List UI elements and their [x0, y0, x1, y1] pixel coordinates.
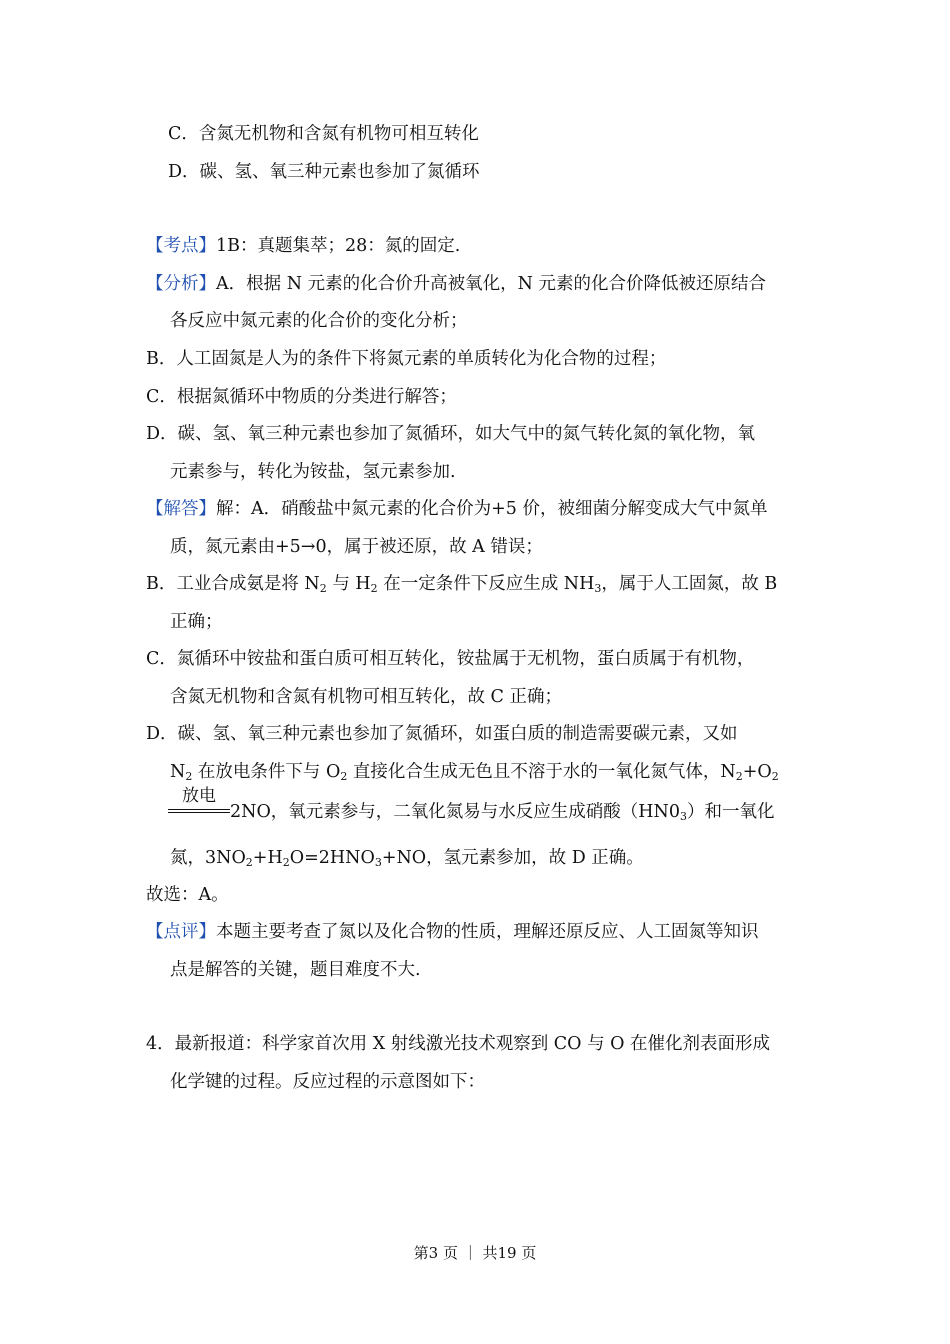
jieda-b1-part: 与 H: [332, 574, 371, 594]
jieda-a1: 解：A．硝酸盐中氮元素的化合价为+5 价，被细菌分解变成大气中氮单: [216, 499, 768, 519]
jieda-b2: 正确；: [170, 612, 223, 632]
jieda-d2-part: 直接化合生成无色且不溶于水的一氧化氮气体，N: [352, 762, 736, 782]
dianping-t2: 点是解答的关键，题目难度不大.: [170, 960, 421, 980]
subscript: 3: [680, 810, 687, 823]
jieda-d3: [230, 800, 775, 824]
option-c: C．含氮无机物和含氮有机物可相互转化: [168, 124, 479, 144]
answer: 故选：A。: [146, 885, 229, 905]
jieda-d1: D．碳、氢、氧三种元素也参加了氮循环，如蛋白质的制造需要碳元素，又如: [146, 724, 738, 744]
dianping-t1: 本题主要考查了氮以及化合物的性质，理解还原反应、人工固氮等知识: [216, 922, 759, 942]
jieda-c2: 含氮无机物和含氮有机物可相互转化，故 C 正确；: [170, 687, 563, 707]
question-4-line-2: 化学键的过程。反应过程的示意图如下：: [170, 1072, 485, 1092]
jieda-d2: [170, 760, 779, 784]
subscript: 2: [185, 770, 193, 783]
subscript: 2: [282, 856, 290, 869]
page-footer: 第3 页 ｜ 共19 页: [413, 1244, 537, 1262]
jieda-d4-part: +NO，氢元素参加，故 D 正确。: [381, 848, 644, 868]
jieda-d2-part: 在放电条件下与 O: [197, 762, 341, 782]
jieda-b1-part: 在一定条件下反应生成 NH: [383, 574, 595, 594]
subscript: 2: [245, 856, 253, 869]
jieda-a2: 质，氮元素由+5→0，属于被还原，故 A 错误；: [170, 537, 543, 557]
subscript: 3: [374, 856, 382, 869]
jieda-line-1: [146, 497, 768, 521]
fenxi-c: C．根据氮循环中物质的分类进行解答；: [146, 387, 457, 407]
subscript: 2: [735, 770, 743, 783]
discharge-label: 放电: [182, 786, 216, 806]
fenxi-tag: 【分析】: [146, 274, 216, 294]
jieda-b1-part: ，属于人工固氮，故 B: [601, 574, 778, 594]
reaction-double-line: [168, 809, 230, 813]
subscript: 2: [340, 770, 348, 783]
subscript: 2: [370, 582, 378, 595]
jieda-tag: 【解答】: [146, 499, 216, 519]
subscript: 2: [771, 770, 779, 783]
jieda-d4-part: 氮，3NO: [170, 848, 246, 868]
subscript: 2: [319, 582, 327, 595]
fenxi-a1: A．根据 N 元素的化合价升高被氧化，N 元素的化合价降低被还原结合: [216, 274, 766, 294]
fenxi-d2: 元素参与，转化为铵盐，氢元素参加.: [170, 462, 456, 482]
jieda-c1: C．氮循环中铵盐和蛋白质可相互转化，铵盐属于无机物，蛋白质属于有机物，: [146, 649, 755, 669]
jieda-b1: [146, 572, 777, 596]
question-4-line-1: 4．最新报道：科学家首次用 X 射线激光技术观察到 CO 与 O 在催化剂表面形成: [146, 1034, 771, 1054]
jieda-d4-part: +H: [252, 848, 283, 868]
kaodian-tag: 【考点】: [146, 236, 216, 256]
kaodian-text: 1B：真题集萃；28：氮的固定.: [216, 236, 461, 256]
jieda-d3-part: ）和一氧化: [687, 802, 775, 822]
jieda-d3-part: 2NO，氧元素参与，二氧化氮易与水反应生成硝酸（HN0: [230, 802, 680, 822]
fenxi-line-1: [146, 272, 766, 296]
jieda-d2-part: N: [170, 762, 186, 782]
jieda-b1-part: B．工业合成氨是将 N: [146, 574, 320, 594]
dianping-line-1: [146, 920, 759, 944]
kaodian-line: [146, 234, 460, 258]
jieda-d4: [170, 846, 644, 870]
dianping-tag: 【点评】: [146, 922, 216, 942]
subscript: 3: [594, 582, 602, 595]
fenxi-a2: 各反应中氮元素的化合价的变化分析；: [170, 311, 468, 331]
option-d: D．碳、氢、氧三种元素也参加了氮循环: [168, 162, 480, 182]
fenxi-b: B．人工固氮是人为的条件下将氮元素的单质转化为化合物的过程；: [146, 349, 667, 369]
discharge-condition: [168, 786, 230, 813]
fenxi-d1: D．碳、氢、氧三种元素也参加了氮循环，如大气中的氮气转化氮的氧化物，氧: [146, 424, 756, 444]
jieda-d2-part: +O: [742, 762, 772, 782]
jieda-d4-part: O=2HNO: [289, 848, 375, 868]
